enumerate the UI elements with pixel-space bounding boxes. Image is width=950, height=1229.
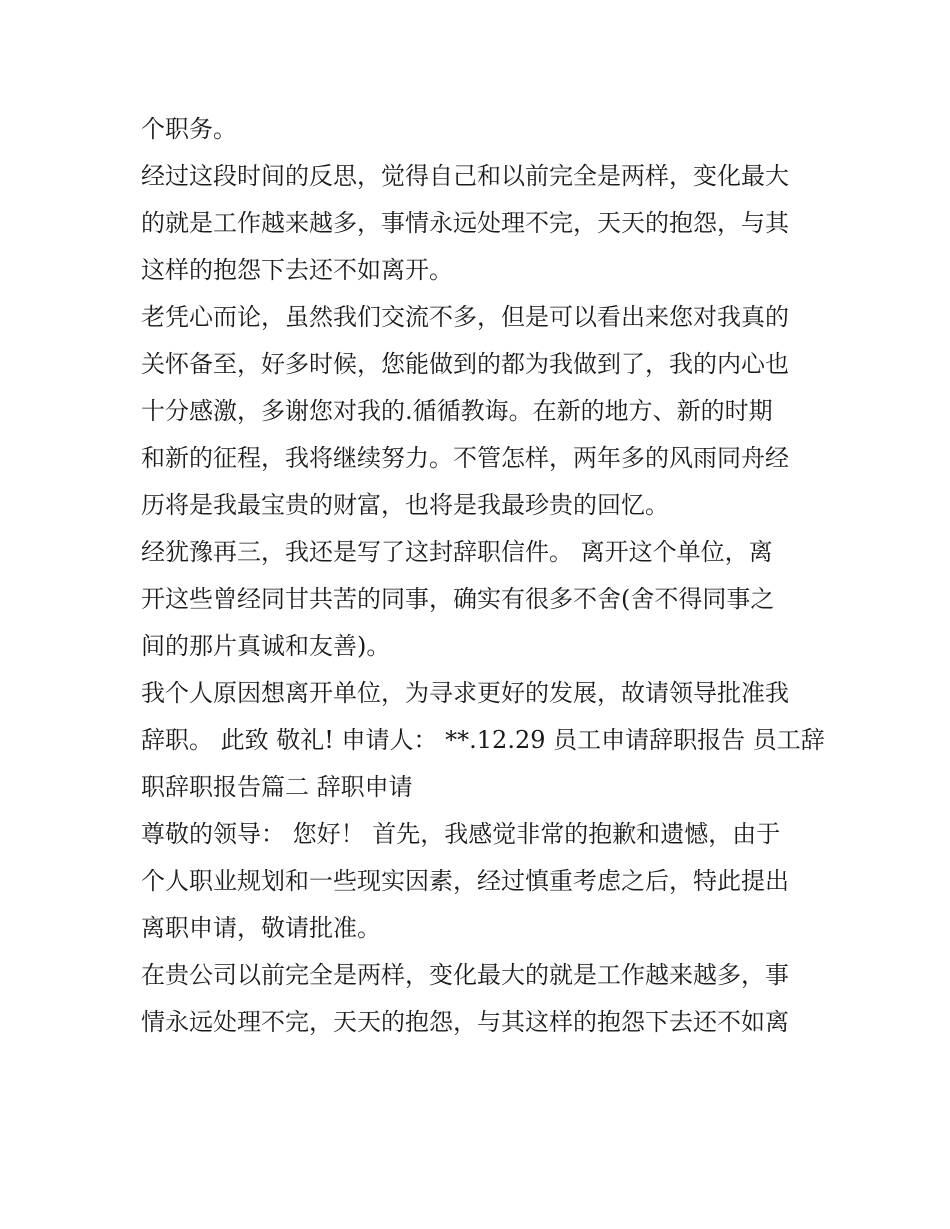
text-line: 十分感激，多谢您对我的.循循教诲。在新的地方、新的时期	[141, 397, 773, 425]
document-body	[141, 106, 825, 1046]
text-line: 开这些曾经同甘共苦的同事，确实有很多不舍(舍不得同事之	[141, 585, 775, 613]
text-line: 间的那片真诚和友善)。	[141, 632, 391, 660]
text-line: 情永远处理不完，天天的抱怨，与其这样的抱怨下去还不如离	[141, 1008, 789, 1036]
text-line: 老凭心而论，虽然我们交流不多，但是可以看出来您对我真的	[141, 303, 789, 331]
text-line: 个人职业规划和一些现实因素，经过慎重考虑之后，特此提出	[141, 867, 789, 895]
text-line: 职辞职报告篇二 辞职申请	[141, 773, 413, 801]
text-line: 和新的征程，我将继续努力。不管怎样，两年多的风雨同舟经	[141, 444, 789, 472]
text-line: 关怀备至，好多时候，您能做到的都为我做到了，我的内心也	[141, 350, 789, 378]
text-line: 我个人原因想离开单位，为寻求更好的发展，故请领导批准我	[141, 679, 789, 707]
text-line: 的就是工作越来越多，事情永远处理不完，天天的抱怨，与其	[141, 209, 789, 237]
text-line: 这样的抱怨下去还不如离开。	[141, 256, 453, 284]
text-line: 辞职。 此致 敬礼! 申请人： **.12.29 员工申请辞职报告 员工辞	[141, 726, 825, 754]
text-line: 个职务。	[141, 115, 237, 143]
text-line: 离职申请，敬请批准。	[141, 914, 381, 942]
text-line: 经过这段时间的反思，觉得自己和以前完全是两样，变化最大	[141, 162, 789, 190]
text-line: 尊敬的领导： 您好！ 首先，我感觉非常的抱歉和遗憾，由于	[141, 820, 781, 848]
text-line: 经犹豫再三，我还是写了这封辞职信件。 离开这个单位，离	[141, 538, 773, 566]
text-line: 历将是我最宝贵的财富，也将是我最珍贵的回忆。	[141, 491, 669, 519]
text-line: 在贵公司以前完全是两样，变化最大的就是工作越来越多，事	[141, 961, 789, 989]
